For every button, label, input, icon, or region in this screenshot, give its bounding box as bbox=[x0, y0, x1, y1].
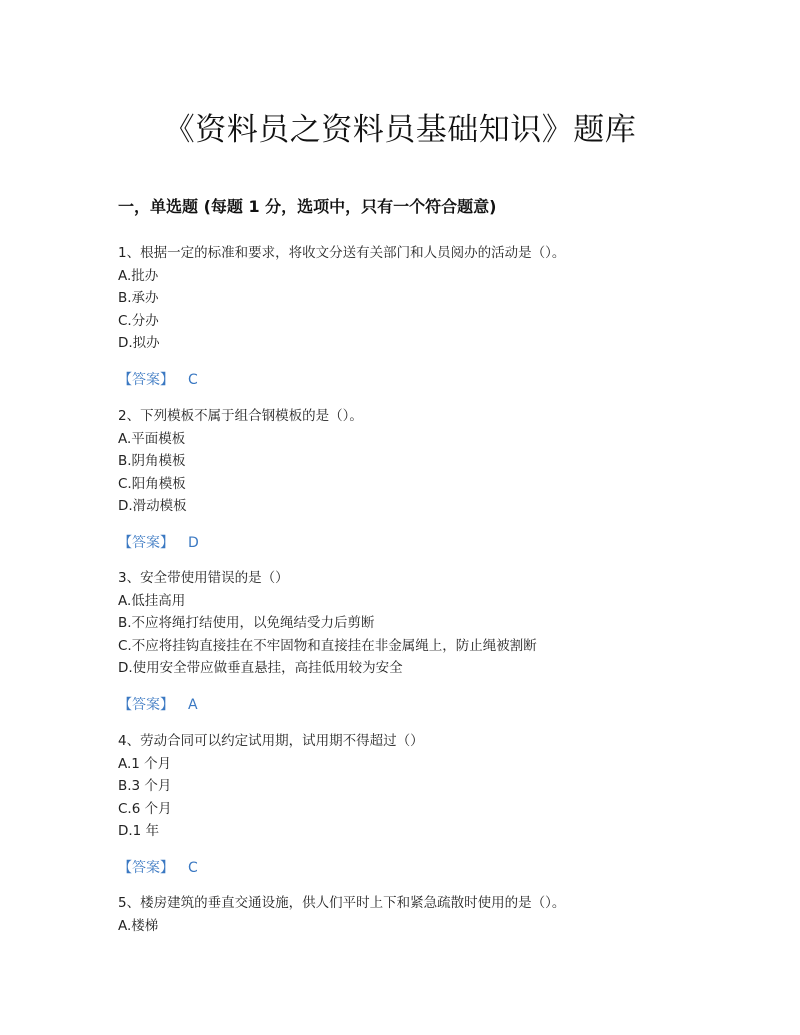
answer-letter: A bbox=[188, 696, 198, 713]
answer-tag: 【答案】 bbox=[118, 371, 174, 388]
option-c: C.分办 bbox=[118, 312, 159, 329]
answer-letter: C bbox=[188, 859, 198, 876]
question-stem: 5、楼房建筑的垂直交通设施，供人们平时上下和紧急疏散时使用的是（）。 bbox=[118, 895, 566, 911]
answer-tag: 【答案】 bbox=[118, 534, 174, 551]
option-c: C.阳角模板 bbox=[118, 475, 186, 492]
document-title: 《资料员之资料员基础知识》题库 bbox=[163, 112, 637, 148]
question-4 bbox=[118, 730, 718, 879]
option-d: D.使用安全带应做垂直悬挂，高挂低用较为安全 bbox=[118, 660, 403, 676]
option-b: B.承办 bbox=[118, 290, 159, 306]
question-1 bbox=[118, 242, 718, 391]
section-heading: 一，单选题 (每题 1 分，选项中，只有一个符合题意) bbox=[118, 197, 497, 216]
answer-line bbox=[118, 369, 718, 391]
option-a: A.低挂高用 bbox=[118, 592, 186, 609]
answer-line bbox=[118, 532, 718, 554]
option-c: C.不应将挂钩直接挂在不牢固物和直接挂在非金属绳上，防止绳被割断 bbox=[118, 637, 537, 654]
answer-letter: D bbox=[188, 534, 199, 551]
option-a: A.批办 bbox=[118, 267, 159, 284]
option-d: D.滑动模板 bbox=[118, 498, 187, 514]
question-stem: 4、劳动合同可以约定试用期，试用期不得超过（） bbox=[118, 733, 424, 749]
question-3 bbox=[118, 567, 718, 716]
option-d: D.拟办 bbox=[118, 335, 160, 351]
question-stem: 2、下列模板不属于组合钢模板的是（）。 bbox=[118, 408, 363, 424]
question-stem: 3、安全带使用错误的是（） bbox=[118, 570, 289, 586]
option-a: A.1 个月 bbox=[118, 755, 172, 772]
option-b: B.3 个月 bbox=[118, 778, 172, 794]
option-a: A.平面模板 bbox=[118, 430, 186, 447]
question-5 bbox=[118, 892, 718, 937]
option-c: C.6 个月 bbox=[118, 800, 172, 817]
answer-tag: 【答案】 bbox=[118, 696, 174, 713]
option-a: A.楼梯 bbox=[118, 917, 159, 934]
answer-line bbox=[118, 694, 718, 716]
question-stem: 1、根据一定的标准和要求，将收文分送有关部门和人员阅办的活动是（）。 bbox=[118, 245, 566, 261]
answer-letter: C bbox=[188, 371, 198, 388]
question-2 bbox=[118, 405, 718, 554]
answer-line bbox=[118, 857, 718, 879]
option-d: D.1 年 bbox=[118, 823, 160, 839]
option-b: B.阴角模板 bbox=[118, 453, 186, 469]
answer-tag: 【答案】 bbox=[118, 859, 174, 876]
option-b: B.不应将绳打结使用，以免绳结受力后剪断 bbox=[118, 615, 375, 631]
